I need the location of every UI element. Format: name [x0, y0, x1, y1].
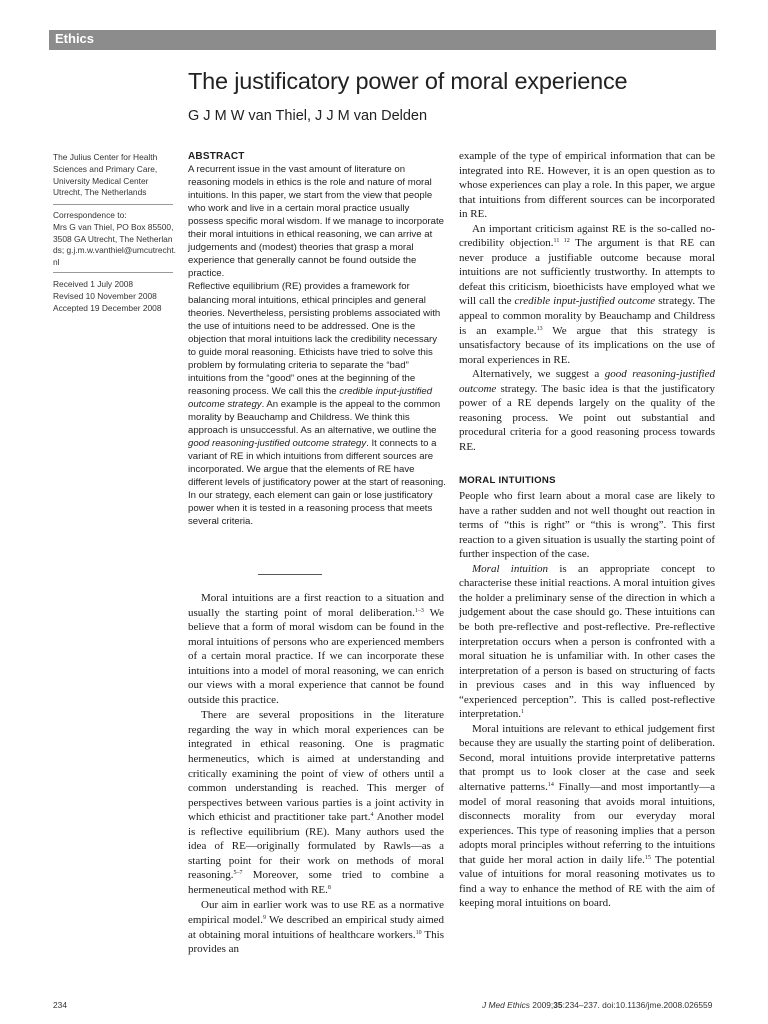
abstract	[188, 150, 446, 528]
article-title: The justificatory power of moral experience	[188, 68, 628, 94]
page-number: 234	[53, 1000, 67, 1010]
affiliation-text: The Julius Center for Health Sciences and Primary Care, University Medical Center Utrecht, The Netherlands	[53, 152, 158, 198]
abstract-paragraph: A recurrent issue in the vast amount of literature on reasoning models in ethics is the role and nature of moral intuitions. In this paper, we start from the view that people who work and live in a certain moral practice usually possess specific moral wisdom. If we manage to incorporate their moral intuitions in ethical reasoning, we can arrive at judgements and (modest) theories that grasp a moral experience that generally cannot be found outside the practice.	[188, 164, 444, 280]
body-paragraph: Moral intuition is an appropriate concept to characterise these initial reactions. A moral intuition gives the holder a preliminary sense of the direction in which a judgement about the case should go. These intuitions can be both pre-reflective and post-reflective. Pre-reflective interpretation occurs when a person is confronted with a moral situation he is unfamiliar with. In other cases the interpretation of a person is based on structuring of facts in previous cases and in this way influenced by “experienced perception”. This is called post-reflective interpretation.$^1$	[459, 562, 715, 721]
received-date: Received 1 July 2008	[53, 279, 134, 289]
body-paragraph: An important criticism against RE is the so-called no-credibility objection.$^{11 12}$ The argument is that RE can never produce a justifiable outcome because moral intuitions are not sufficiently trustworthy. In attempts to defeat this criticism, bioethicists have employed what we will call the credible input-justified outcome strategy. The appeal to common morality by Beauchamp and Childress is an example.$^{13}$ We argue that this strategy is unsatisfactory because of its implications on the use of moral experiences in RE.	[459, 222, 715, 366]
body-paragraph: People who first learn about a moral case are likely to have a rather sudden and not well thought out reaction in terms of “this is right” or “this is wrong”. This first reaction to a given situation is usually the starting point of further inspection of the case.	[459, 490, 716, 561]
body-column-left	[188, 591, 444, 957]
body-paragraph: example of the type of empirical information that can be integrated into RE. However, it is an open question as to whose experiences can play a role. In this paper, we argue that intuitions from different sources can be incorporated in RE.	[459, 150, 715, 221]
abstract-divider	[258, 574, 322, 575]
strategy-term: credible input-justified outcome strategy	[188, 385, 433, 410]
revised-date: Revised 10 November 2008	[53, 290, 157, 301]
abstract-heading: ABSTRACT	[188, 151, 245, 162]
correspondence-block	[53, 210, 177, 269]
body-paragraph: There are several propositions in the literature regarding the way in which moral experiences can be integrated in ethical reasoning. One is pragmatic hermeneutics, which is aimed at understanding and critically examining the point of view of others until a common understanding is reached. This merger of perspectives between various parties is a joint activity in which ethicist and practitioner take part.$^4$ Another model is reflective equilibrium (RE). Many authors used the idea of RE—originally formulated by Rawls—as a starting point for their work on methods of moral reasoning.$^{5-7}$ Moreover, some tried to combine a hermeneutical method with RE.$^8$	[188, 709, 445, 896]
meta-divider	[53, 204, 173, 205]
meta-divider	[53, 272, 173, 273]
abstract-paragraph: Reflective equilibrium (RE) provides a framework for balancing moral intuitions, ethical principles and general theories. Nevertheless, persisting problems associated with the use of intuitions need to be addressed. One is the objection that moral intuitions lack the credibility necessary to guide moral reasoning. Ethicists have tried to solve this problem by formulating criteria to separate the “bad” intuitions from the “good” ones at the beginning of the reasoning process. We call this the credible input-justified outcome strategy. An example is the appeal to the common morality by Beauchamp and Childress. We think this approach is unsuccessful. As an alternative, we outline the good reasoning-justified outcome strategy. It connects to a variant of RE in which intuitions from different sources are incorporated. We argue that the elements of RE have different levels of justificatory power at the start of reasoning. In our strategy, each element can gain or lose justificatory power when it is tested in a reasoning process that meets several criteria.	[188, 281, 446, 528]
body-column-right	[459, 149, 715, 911]
body-paragraph: Alternatively, we suggest a good reasoning-justified outcome strategy. The basic idea is that the justificatory power of a RE depends largely on the quality of the reasoning process. We point out substantial and procedural criteria for a good reasoning process towards RE.	[459, 368, 715, 453]
section-band	[49, 30, 716, 50]
correspondence-address: Mrs G van Thiel, PO Box 85500, 3508 GA Utrecht, The Netherlands; g.j.m.w.vanthiel@umcutrecht.nl	[53, 221, 177, 268]
correspondence-label: Correspondence to:	[53, 210, 127, 220]
citation-footer: J Med Ethics 2009;35:234–237. doi:10.1136/jme.2008.026559	[482, 1000, 713, 1010]
section-label: Ethics	[55, 31, 95, 46]
article-authors: G J M W van Thiel, J J M van Delden	[188, 108, 428, 124]
strategy-term: good reasoning-justified outcome strategy	[188, 438, 367, 450]
history-block	[53, 279, 177, 314]
body-paragraph: Moral intuitions are relevant to ethical judgement first because they are usually the starting point of deliberation. Second, moral intuitions provide interpretative patterns that prompt us to look closer at the case and seek alternative patterns.$^{14}$ Finally—and most importantly—a model of moral reasoning that avoids moral intuitions, disconnects morality from our everyday moral experiences. This type of reasoning implies that a person adopts moral principles without referring to the intuitions that guide her moral action in daily life.$^{15}$ The potential value of intuitions for moral reasoning motivates us to find a way to enhance the method of RE with the aim of keeping moral intuitions on board.	[459, 722, 715, 910]
section-heading: MORAL INTUITIONS	[459, 475, 556, 487]
accepted-date: Accepted 19 December 2008	[53, 302, 162, 313]
body-paragraph: Our aim in earlier work was to use RE as a normative empirical model.$^9$ We described an empirical study aimed at obtaining moral intuitions of healthcare workers.$^{10}$ This provides an	[188, 899, 445, 956]
body-paragraph: Moral intuitions are a first reaction to a situation and usually the starting point of moral deliberation.$^{1-3}$ We believe that a form of moral wisdom can be found in the moral intuitions of persons who are experienced members of a certain moral practice. If we can incorporate these intuitions into a model of moral reasoning, we can enrich our views with a moral experience that cannot be found outside this practice.	[188, 592, 444, 706]
